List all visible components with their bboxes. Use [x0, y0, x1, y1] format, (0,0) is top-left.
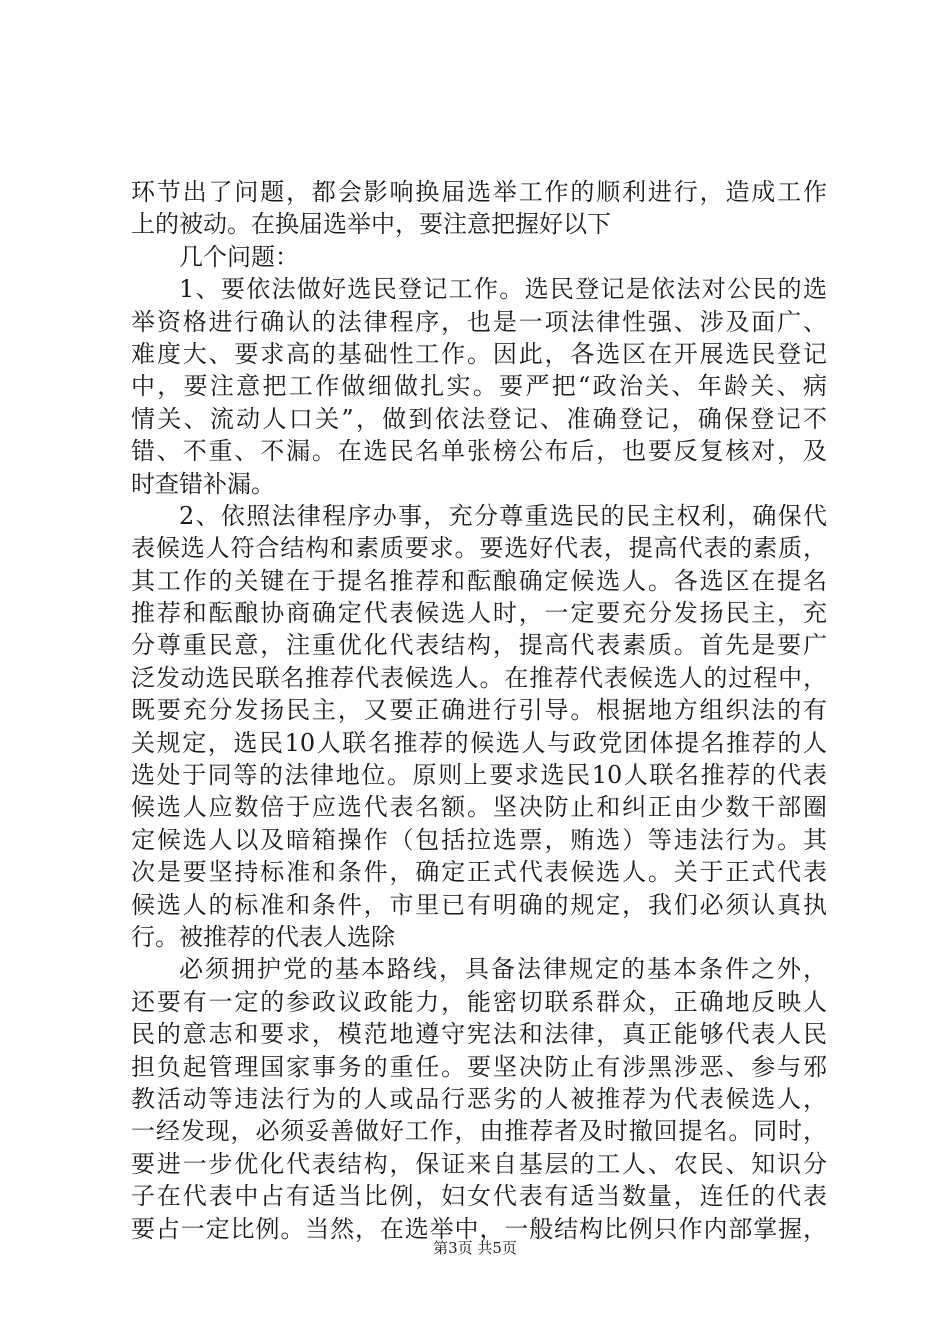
text-line: 推荐和酝酿协商确定代表候选人时，一定要充分发扬民主，充	[131, 599, 827, 628]
text-line: 次是要坚持标准和条件，确定正式代表候选人。关于正式代表	[131, 858, 827, 887]
page-number-footer: 第3页 共5页	[433, 1239, 517, 1257]
text-line: 分尊重民意，注重优化代表结构，提高代表素质。首先是要广	[131, 631, 827, 660]
text-line: 要进一步优化代表结构，保证来自基层的工人、农民、知识分	[131, 1149, 827, 1178]
paragraph-1-start: 1、要依法做好选民登记工作。选民登记是依法对公民的选	[179, 275, 827, 304]
text-line: 既要充分发扬民主，又要正确进行引导。根据地方组织法的有	[131, 696, 827, 725]
text-line: 选处于同等的法律地位。原则上要求选民10人联名推荐的代表	[131, 761, 827, 790]
text-line: 教活动等违法行为的人或品行恶劣的人被推荐为代表候选人，	[131, 1084, 827, 1113]
text-line: 上的被动。在换届选举中，要注意把握好以下	[131, 210, 611, 239]
text-line: 候选人的标准和条件，市里已有明确的规定，我们必须认真执	[131, 890, 827, 919]
text-line: 表候选人符合结构和素质要求。要选好代表，提高代表的素质，	[131, 534, 827, 563]
paragraph-2-start: 2、依照法律程序办事，充分尊重选民的民主权利，确保代	[179, 501, 827, 530]
document-body	[131, 176, 827, 1245]
text-line: 泛发动选民联名推荐代表候选人。在推荐代表候选人的过程中，	[131, 663, 827, 692]
text-line: 举资格进行确认的法律程序，也是一项法律性强、涉及面广、	[131, 307, 827, 336]
text-line: 情关、流动人口关”，做到依法登记、准确登记，确保登记不	[131, 404, 827, 433]
text-line: 其工作的关键在于提名推荐和酝酿确定候选人。各选区在提名	[131, 566, 827, 595]
text-line: 还要有一定的参政议政能力，能密切联系群众，正确地反映人	[131, 987, 827, 1016]
text-line: 候选人应数倍于应选代表名额。坚决防止和纠正由少数干部圈	[131, 793, 827, 822]
text-line: 子在代表中占有适当比例，妇女代表有适当数量，连任的代表	[131, 1182, 827, 1211]
paragraph-3-start: 必须拥护党的基本路线，具备法律规定的基本条件之外，	[179, 955, 827, 984]
text-line: 行。被推荐的代表人选除	[131, 922, 395, 951]
text-line: 担负起管理国家事务的重任。要坚决防止有涉黑涉恶、参与邪	[131, 1052, 827, 1081]
text-line: 中，要注意把工作做细做扎实。要严把“政治关、年龄关、病	[131, 372, 827, 401]
text-line: 定候选人以及暗箱操作（包括拉选票，贿选）等违法行为。其	[131, 825, 827, 854]
text-line: 环节出了问题，都会影响换届选举工作的顺利进行，造成工作	[131, 178, 827, 206]
text-line: 难度大、要求高的基础性工作。因此，各选区在开展选民登记	[131, 339, 827, 368]
text-line: 一经发现，必须妥善做好工作，由推荐者及时撤回提名。同时，	[131, 1117, 827, 1146]
text-line: 几个问题：	[179, 242, 299, 271]
text-line: 要占一定比例。当然，在选举中，一般结构比例只作内部掌握，	[131, 1214, 827, 1243]
text-line: 关规定，选民10人联名推荐的候选人与政党团体提名推荐的人	[131, 728, 827, 757]
text-line: 民的意志和要求，模范地遵守宪法和法律，真正能够代表人民	[131, 1020, 827, 1049]
text-line: 错、不重、不漏。在选民名单张榜公布后，也要反复核对，及	[131, 437, 827, 466]
text-line: 时查错补漏。	[131, 469, 275, 498]
